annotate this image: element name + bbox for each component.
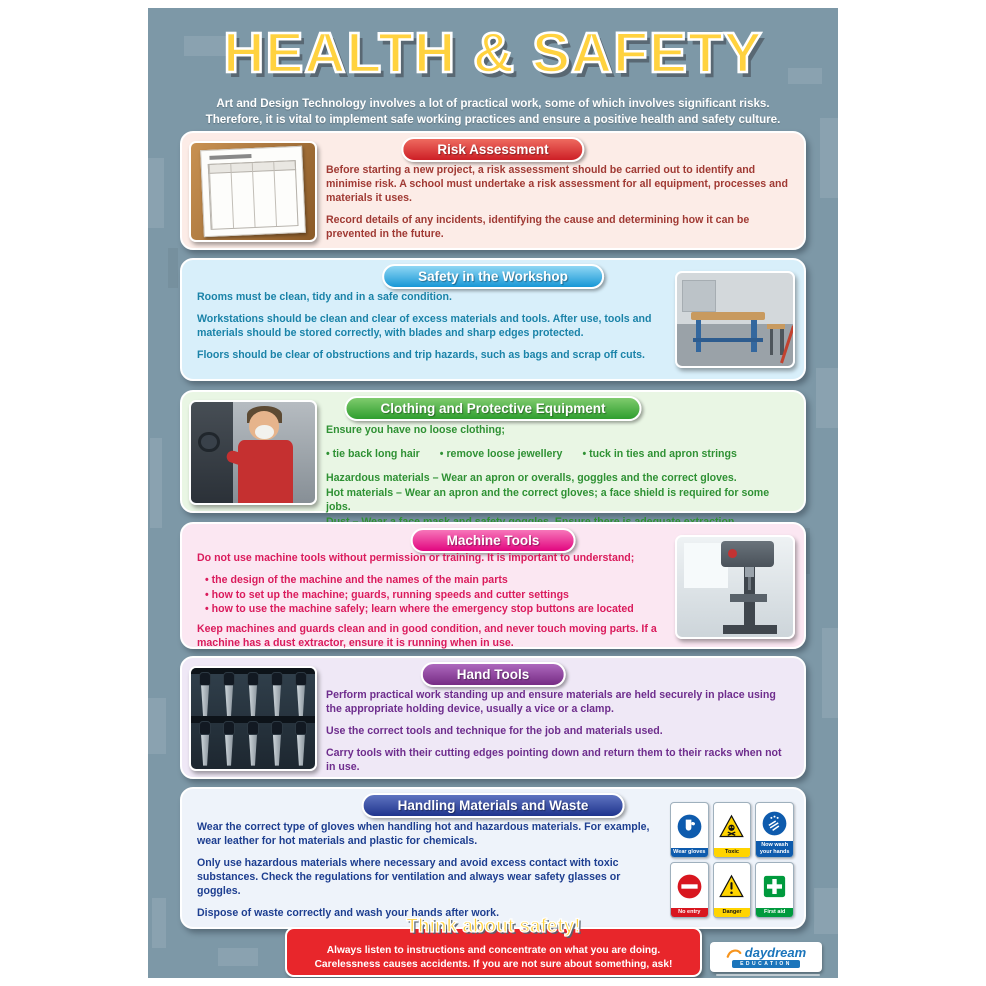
saw-icon	[268, 671, 286, 717]
paragraph: Perform practical work standing up and ensure materials are held securely in place using the appropriate holding device, usually a vice or a clamp.	[326, 689, 776, 715]
copyright-text	[716, 974, 820, 976]
intro-line-2: Therefore, it is vital to implement safe working practices and ensure a positive health and safety culture.	[205, 112, 781, 126]
risk-assessment-form-photo	[189, 141, 317, 242]
paragraph: Keep machines and guards clean and in good condition, and never touch moving parts. If a machine has a dust extractor, ensure it is running when in use.	[197, 622, 657, 649]
paragraph: Rooms must be clean, tidy and in a safe condition.	[197, 291, 452, 303]
footer-line-2: Carelessness causes accidents. If you are not sure about something, ask!	[314, 959, 673, 971]
saw-icon	[292, 671, 310, 717]
pillar-drill-photo	[675, 535, 795, 639]
sign-label: Danger	[714, 908, 751, 917]
footer-text	[293, 944, 694, 973]
safety-sign	[713, 802, 752, 858]
logo-name: daydream	[744, 945, 807, 960]
paragraph: Ensure you have no loose clothing;	[326, 424, 505, 436]
photo-fragment	[730, 594, 767, 602]
photo-fragment	[682, 280, 717, 312]
photo-fragment	[238, 440, 293, 503]
paragraph: Only use hazardous materials where necessary and avoid excess contact with toxic substances. Check the regulations for ventilation and always wear safety glasses or goggles.	[197, 856, 621, 897]
background-deco	[816, 368, 838, 428]
bullet-item: • remove loose jewellery	[440, 448, 563, 462]
photo-fragment	[196, 671, 310, 717]
sign-label: Toxic	[714, 848, 751, 857]
photo-fragment	[693, 338, 763, 342]
paragraph: Carry tools with their cutting edges pointing down and return them to their racks when not in use.	[326, 746, 782, 773]
workshop-photo	[675, 271, 795, 368]
section-hand-tools	[180, 656, 806, 779]
hand-tools-photo	[189, 666, 317, 771]
hand-tools-text	[326, 689, 792, 783]
photo-fragment	[745, 567, 754, 577]
photo-fragment	[751, 320, 757, 352]
poster	[148, 8, 838, 978]
section-risk-assessment	[180, 131, 806, 250]
saw-icon	[220, 721, 238, 767]
photo-fragment	[196, 721, 310, 767]
risk-assessment-text	[326, 164, 792, 250]
think-about-safety-panel	[285, 916, 702, 977]
machine-tools-text	[197, 552, 664, 659]
photo-fragment	[770, 329, 773, 355]
section-header-hand-tools: Hand Tools	[421, 662, 566, 687]
safety-sign	[755, 862, 794, 918]
logo-row	[726, 946, 806, 959]
logo-swoosh-icon	[726, 948, 742, 958]
daydream-education-logo	[710, 942, 822, 972]
photo-fragment	[748, 577, 750, 590]
toxic-icon	[714, 803, 751, 848]
background-deco	[168, 248, 178, 288]
first-aid-icon	[756, 863, 793, 908]
bullet-item: • tie back long hair	[326, 448, 420, 462]
photo-fragment	[696, 320, 702, 352]
background-deco	[218, 948, 258, 966]
section-header-machine-tools: Machine Tools	[411, 528, 576, 553]
saw-icon	[196, 671, 214, 717]
paragraph: Use the correct tools and technique for the job and materials used.	[326, 724, 663, 737]
intro-text	[166, 96, 820, 127]
background-deco	[148, 698, 166, 754]
saw-icon	[196, 721, 214, 767]
machine-tools-bullets	[197, 573, 664, 617]
safety-sign	[670, 862, 709, 918]
photo-fragment	[723, 625, 776, 634]
saw-icon	[244, 671, 262, 717]
bullet-item: • how to set up the machine; guards, running speeds and cutter settings	[205, 588, 664, 603]
safety-signs-grid	[670, 802, 794, 918]
bullet-item: • tuck in ties and apron strings	[582, 448, 736, 462]
bullet-item: • the design of the machine and the names of the main parts	[205, 573, 664, 588]
clothing-bullets	[326, 448, 792, 462]
paragraph: Floors should be clear of obstructions and trip hazards, such as bags and scrap off cuts.	[197, 348, 645, 361]
safety-sign	[713, 862, 752, 918]
paragraph: Hot materials – Wear an apron and the correct gloves; a face shield is required for some jobs.	[326, 486, 770, 514]
sign-label: Now wash your hands	[756, 841, 793, 857]
photo-fragment	[198, 432, 219, 452]
section-header-safety-in-the-workshop: Safety in the Workshop	[382, 264, 604, 289]
background-deco	[820, 118, 838, 198]
background-deco	[814, 888, 838, 934]
safety-sign	[670, 802, 709, 858]
saw-icon	[292, 721, 310, 767]
background-deco	[150, 438, 162, 528]
section-header-risk-assessment: Risk Assessment	[401, 137, 584, 162]
protective-equipment-photo	[189, 400, 317, 505]
workshop-text	[197, 291, 664, 371]
clothing-text	[326, 423, 792, 530]
logo-tagline: EDUCATION	[732, 960, 800, 968]
sign-label: No entry	[671, 908, 708, 917]
paragraph: Workstations should be clean and clear of excess materials and tools. After use, tools and materials should be stored correctly, with blades and sharp edges protected.	[197, 312, 652, 339]
section-safety-in-the-workshop	[180, 258, 806, 381]
paragraph: Dispose of waste correctly and wash your hands after work.	[197, 906, 500, 919]
paragraph: Do not use machine tools without permission or training. It is important to understand;	[197, 552, 635, 564]
saw-icon	[268, 721, 286, 767]
section-clothing-and-protective-equipment	[180, 390, 806, 513]
intro-line-1: Art and Design Technology involves a lot of practical work, some of which involves significant risks.	[216, 97, 770, 110]
bullet-item: • how to use the machine safely; learn where the emergency stop buttons are located	[205, 602, 664, 617]
background-deco	[148, 158, 164, 228]
paragraph: Record details of any incidents, identifying the cause and determining how it can be prevented in the future.	[326, 213, 750, 240]
sign-label: Wear gloves	[671, 848, 708, 857]
photo-fragment	[210, 154, 252, 160]
paragraph: Wear the correct type of gloves when handling hot and hazardous materials. For example, wear leather for hot materials and plastic for chemicals.	[197, 821, 650, 847]
no-entry-icon	[671, 863, 708, 908]
safety-sign	[755, 802, 794, 858]
footer-title: Think about safety!	[406, 916, 581, 937]
gloves-icon	[671, 803, 708, 848]
danger-icon	[714, 863, 751, 908]
saw-icon	[220, 671, 238, 717]
section-header-clothing: Clothing and Protective Equipment	[344, 396, 641, 421]
wash-hands-icon	[756, 803, 793, 841]
sign-label: First aid	[756, 908, 793, 917]
section-header-materials-waste: Handling Materials and Waste	[362, 793, 625, 818]
section-machine-tools	[180, 522, 806, 649]
footer-line-1: Always listen to instructions and concentrate on what you are doing.	[326, 945, 661, 956]
background-deco	[152, 898, 166, 948]
background-deco	[822, 628, 838, 718]
photo-fragment	[208, 160, 299, 230]
section-handling-materials-and-waste	[180, 787, 806, 929]
materials-waste-text	[197, 821, 660, 929]
paragraph: Hazardous materials – Wear an apron or overalls, goggles and the correct gloves.	[326, 471, 737, 484]
photo-fragment	[200, 146, 305, 238]
saw-icon	[244, 721, 262, 767]
poster-title: HEALTH & SAFETY	[223, 21, 763, 85]
paragraph: Before starting a new project, a risk assessment should be carried out to identify and minimise risk. A school must undertake a risk assessment for all equipment, processes and materials it uses.	[326, 164, 788, 204]
photo-fragment	[691, 312, 765, 320]
